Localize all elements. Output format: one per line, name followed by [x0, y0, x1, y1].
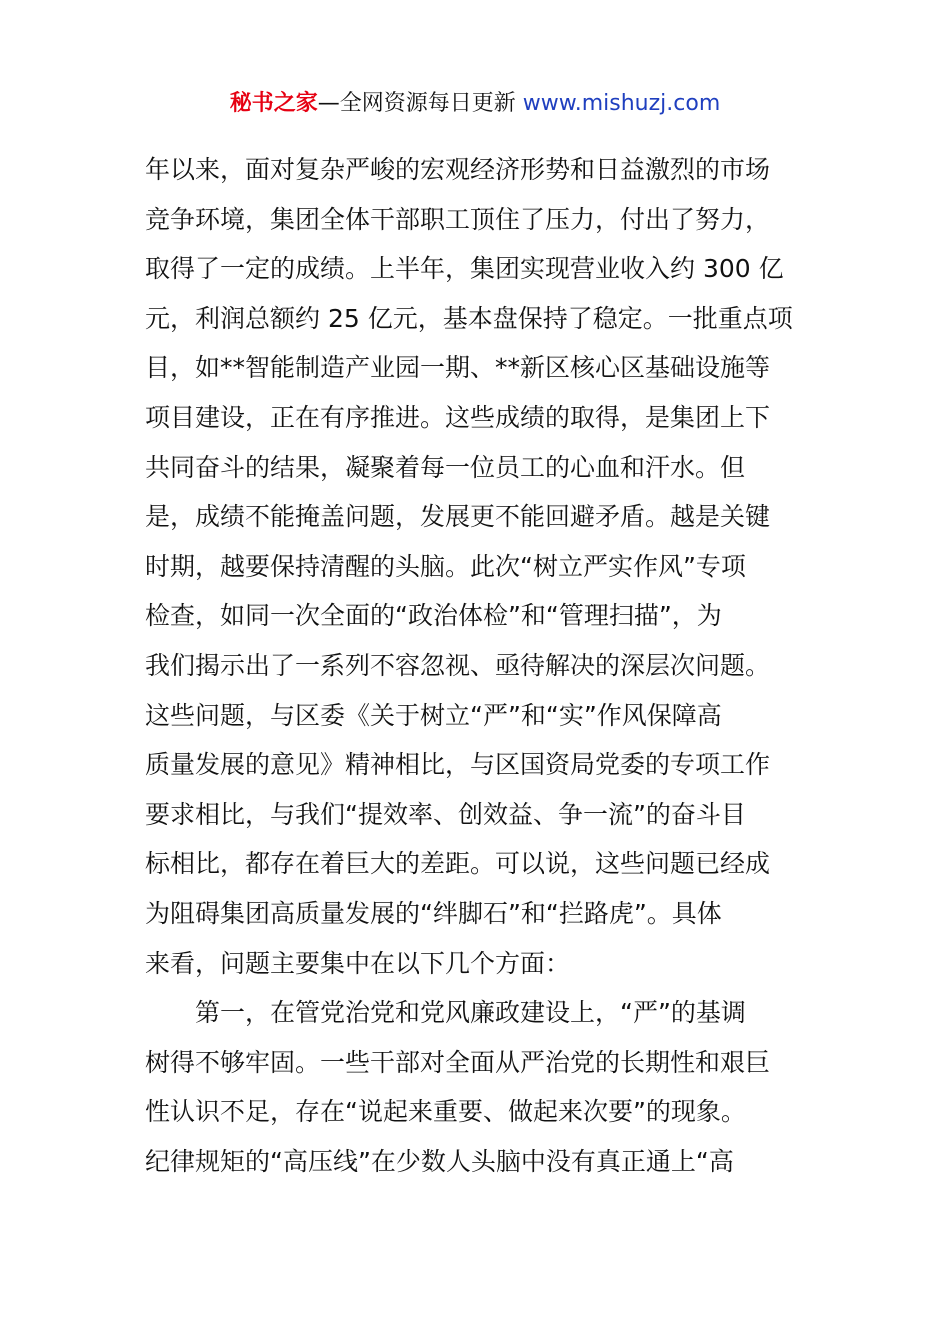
text-line: 来看，问题主要集中在以下几个方面： [145, 948, 571, 978]
text-line: 竞争环境，集团全体干部职工顶住了压力，付出了努力， [145, 204, 771, 234]
text-line: 时期，越要保持清醒的头脑。此次“树立严实作风”专项 [145, 551, 746, 581]
text-line: 标相比，都存在着巨大的差距。可以说，这些问题已经成 [145, 849, 771, 879]
text-line: 纪律规矩的“高压线”在少数人头脑中没有真正通上“高 [145, 1146, 734, 1176]
site-tagline: —全网资源每日更新 [317, 91, 516, 116]
text-line: 检查，如同一次全面的“政治体检”和“管理扫描”，为 [145, 601, 722, 631]
site-url-link[interactable]: www.mishuzj.com [522, 91, 721, 116]
site-brand: 秘书之家 [229, 91, 318, 116]
text-line: 我们揭示出了一系列不容忽视、亟待解决的深层次问题。 [145, 650, 771, 680]
document-body [145, 145, 807, 1186]
text-line: 是，成绩不能掩盖问题，发展更不能回避矛盾。越是关键 [145, 502, 771, 532]
text-line: 这些问题，与区委《关于树立“严”和“实”作风保障高 [145, 700, 722, 730]
text-line: 共同奋斗的结果，凝聚着每一位员工的心血和汗水。但 [145, 452, 746, 482]
text-line: 年以来，面对复杂严峻的宏观经济形势和日益激烈的市场 [145, 155, 771, 184]
text-line: 要求相比，与我们“提效率、创效益、争一流”的奋斗目 [145, 799, 746, 829]
paragraph-start-line: 第一，在管党治党和党风廉政建设上，“严”的基调 [195, 998, 746, 1028]
text-line: 为阻碍集团高质量发展的“绊脚石”和“拦路虎”。具体 [145, 898, 722, 928]
page-header [0, 88, 950, 120]
text-line: 树得不够牢固。一些干部对全面从严治党的长期性和艰巨 [145, 1047, 771, 1077]
text-line: 元，利润总额约 25 亿元，基本盘保持了稳定。一批重点项 [145, 303, 793, 333]
text-line: 取得了一定的成绩。上半年，集团实现营业收入约 300 亿 [145, 254, 784, 284]
text-line: 质量发展的意见》精神相比，与区国资局党委的专项工作 [145, 750, 771, 780]
text-line: 目，如**智能制造产业园一期、**新区核心区基础设施等 [145, 353, 771, 383]
text-line: 性认识不足，存在“说起来重要、做起来次要”的现象。 [145, 1097, 746, 1127]
text-line: 项目建设，正在有序推进。这些成绩的取得，是集团上下 [145, 402, 771, 432]
